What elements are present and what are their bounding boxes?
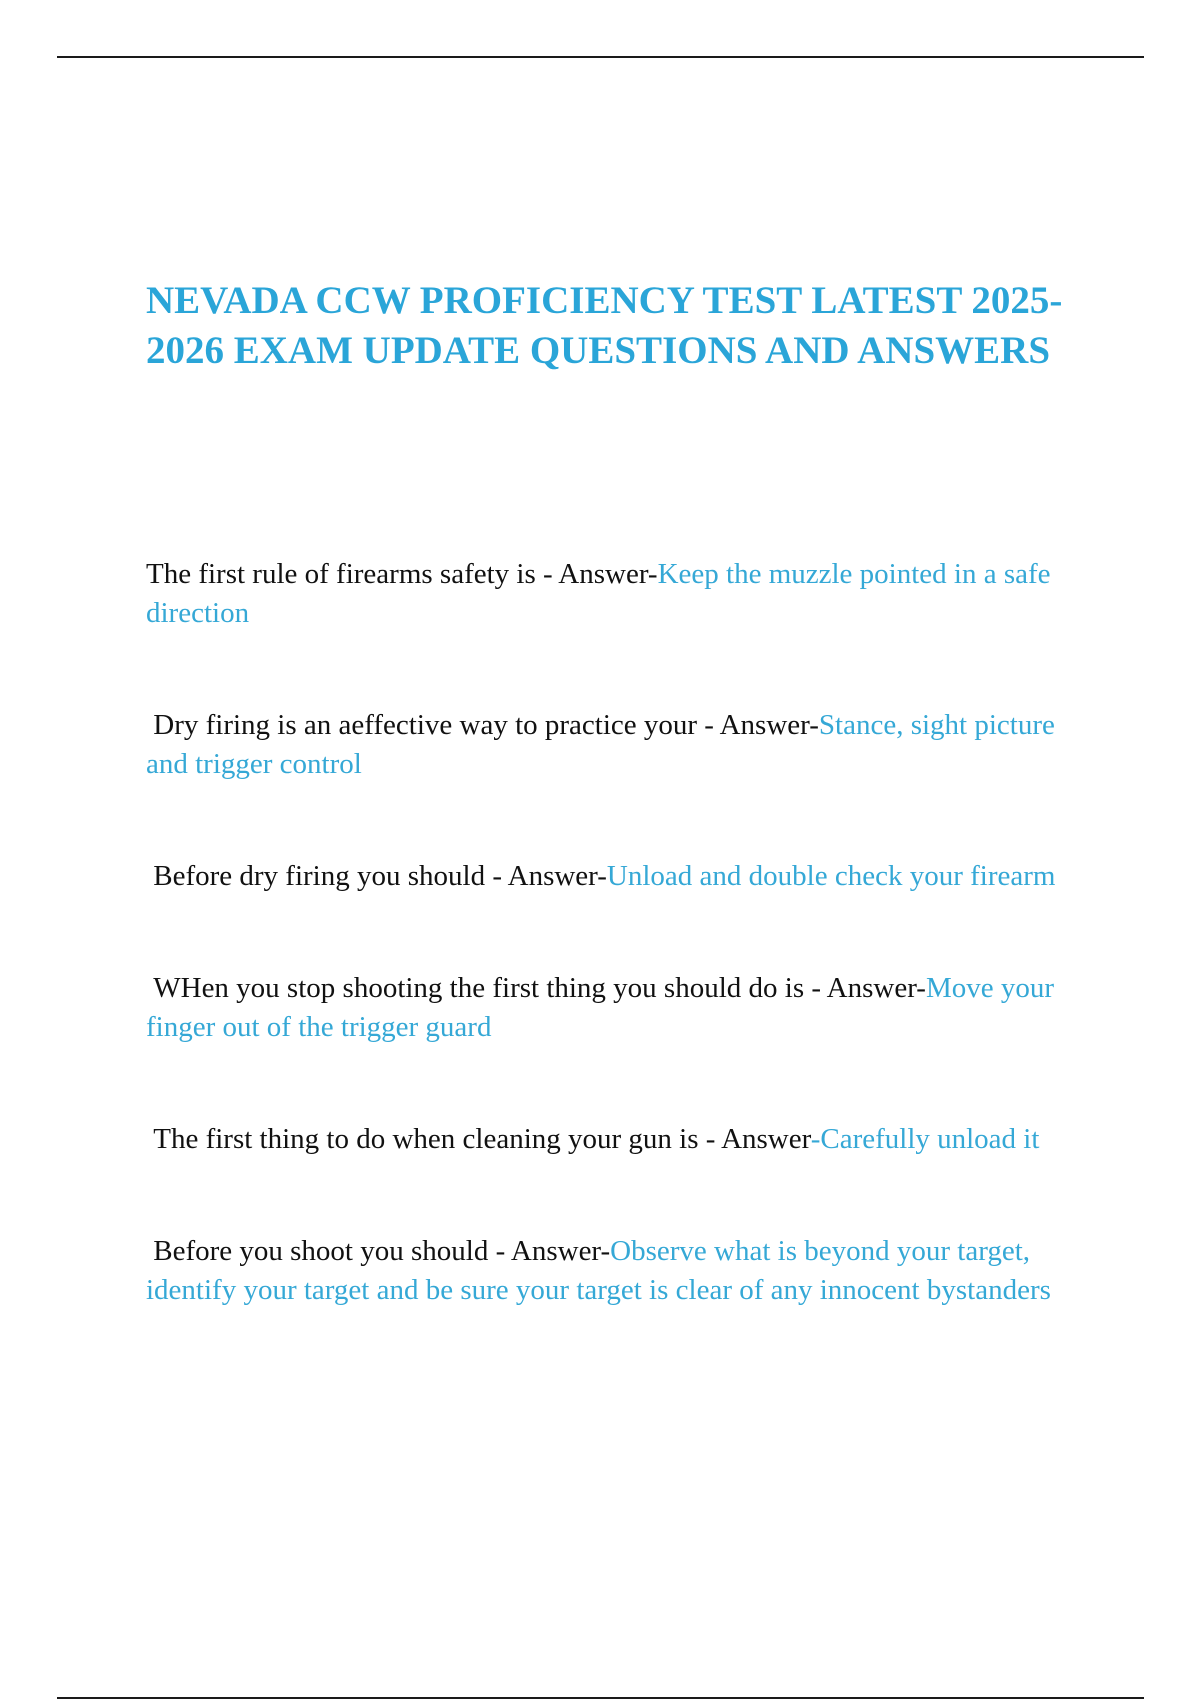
qa-item-5 [146,1120,1086,1159]
bottom-divider [57,1697,1144,1699]
qa-item-1 [146,555,1086,633]
answer-text: Unload and double check your firearm [606,860,1056,892]
qa-list [146,555,1086,1310]
question-text: Before you shoot you should - Answer- [146,1235,611,1267]
question-text: Before dry firing you should - Answer- [146,860,607,892]
top-divider [57,56,1144,58]
qa-item-4 [146,969,1086,1047]
qa-item-2 [146,706,1086,784]
question-text: The first rule of firearms safety is - Answer- [146,558,658,590]
qa-item-3 [146,857,1086,896]
qa-item-6 [146,1232,1086,1310]
answer-text: Stance, sight picture and trigger control [146,709,1055,780]
answer-text: Observe what is beyond your target, identify your target and be sure your target is clear of any innocent bystanders [146,1235,1051,1306]
question-text: WHen you stop shooting the first thing you should do is - Answer- [146,972,926,1004]
question-text: Dry firing is an aeffective way to practice your - Answer- [146,709,819,741]
answer-text: Keep the muzzle pointed in a safe direction [146,558,1051,629]
answer-text: -Carefully unload it [810,1123,1040,1155]
document-title: NEVADA CCW PROFICIENCY TEST LATEST 2025-2026 EXAM UPDATE QUESTIONS AND ANSWERS [146,279,1063,372]
answer-text: Move your finger out of the trigger guard [146,972,1055,1043]
question-text: The first thing to do when cleaning your gun is - Answer [146,1123,811,1155]
